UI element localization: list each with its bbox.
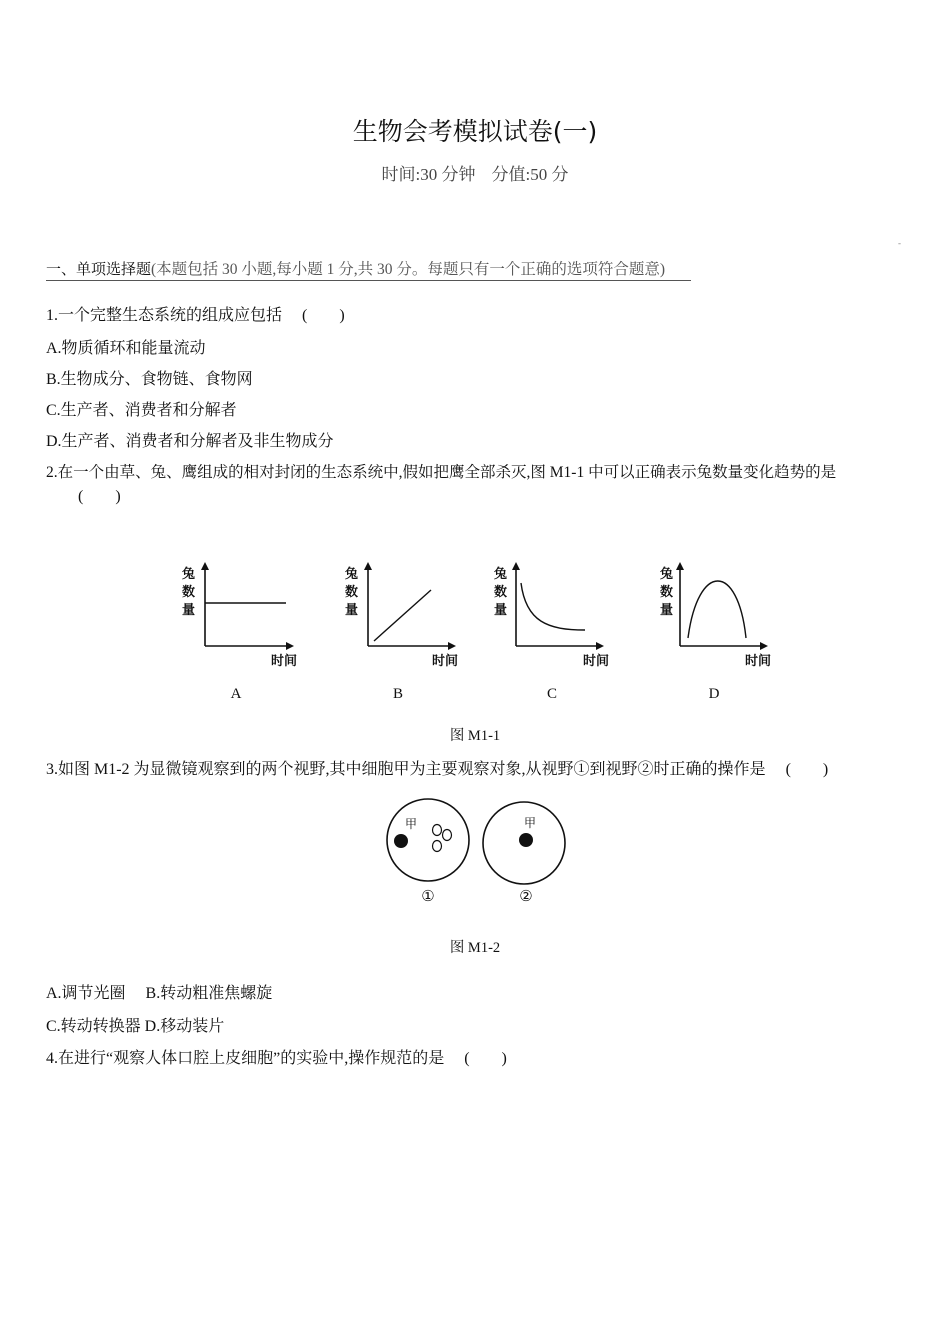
question-1-option-a: A.物质循环和能量流动	[46, 340, 206, 357]
y-label-char: 兔	[494, 567, 508, 582]
section-title: 一、单项选择题	[46, 260, 152, 278]
y-label-char: 量	[660, 603, 674, 618]
x-label: 时间	[271, 654, 298, 669]
cell-jia	[519, 833, 533, 847]
question-2-stem: 2.在一个由草、兔、鹰组成的相对封闭的生态系统中,假如把鹰全部杀灭,图 M1-1 中可以正确表示兔数量变化趋势的是	[46, 464, 837, 481]
question-1-option-b: B.生物成分、食物链、食物网	[46, 371, 253, 388]
cell-jia-label: 甲	[405, 817, 418, 831]
exam-score: 分值:50 分	[491, 165, 569, 184]
y-label-char: 数	[182, 585, 196, 600]
view-1	[387, 799, 469, 881]
question-4-text: 4.在进行“观察人体口腔上皮细胞”的实验中,操作规范的是	[46, 1050, 445, 1067]
question-1-option-c: C.生产者、消费者和分解者	[46, 402, 237, 419]
other-cell	[433, 841, 442, 852]
corner-mark: -	[898, 238, 901, 248]
answer-blank: ( )	[464, 1050, 507, 1067]
view-2	[483, 802, 565, 884]
question-4-stem	[46, 1045, 507, 1068]
answer-blank: ( )	[302, 307, 345, 324]
question-1-text: 1.一个完整生态系统的组成应包括	[46, 307, 283, 324]
figure-caption-m1-1: 图 M1-1	[449, 728, 501, 744]
y-label-char: 数	[660, 585, 674, 600]
y-label-char: 量	[182, 603, 196, 618]
y-label-char: 兔	[345, 567, 359, 582]
question-3-text: 3.如图 M1-2 为显微镜观察到的两个视野,其中细胞甲为主要观察对象,从视野①到视野②时正确的操作是	[46, 761, 766, 778]
y-label-char: 兔	[182, 567, 196, 582]
cell-jia-label: 甲	[524, 816, 537, 830]
y-label-char: 数	[345, 585, 359, 600]
view-label-1: ①	[421, 889, 435, 905]
figure-caption-m1-2: 图 M1-2	[449, 940, 501, 956]
section-note: (本题包括 30 小题,每小题 1 分,共 30 分。每题只有一个正确的选项符合题意)	[151, 261, 666, 278]
cell-jia	[394, 834, 408, 848]
y-label-char: 兔	[660, 567, 674, 582]
other-cell	[433, 825, 442, 836]
question-3-options-line-1: A.调节光圈 B.转动粗准焦螺旋	[46, 985, 273, 1002]
other-cell	[443, 830, 452, 841]
panel-label-c: C	[546, 686, 557, 702]
exam-time: 时间:30 分钟	[381, 165, 476, 184]
y-label-char: 量	[494, 603, 508, 618]
x-label: 时间	[583, 654, 610, 669]
x-label: 时间	[745, 654, 772, 669]
y-label-char: 量	[345, 603, 359, 618]
x-label: 时间	[432, 654, 459, 669]
question-2-answer-blank: ( )	[78, 488, 121, 505]
answer-blank: ( )	[785, 761, 829, 778]
page-title: 生物会考模拟试卷(一)	[352, 117, 598, 146]
question-1-option-d: D.生产者、消费者和分解者及非生物成分	[46, 433, 334, 450]
panel-label-b: B	[392, 686, 403, 702]
view-label-2: ②	[519, 889, 533, 905]
question-3-options-line-2: C.转动转换器 D.移动装片	[46, 1018, 225, 1035]
panel-label-a: A	[230, 686, 242, 702]
panel-label-d: D	[708, 686, 720, 702]
y-label-char: 数	[494, 585, 508, 600]
